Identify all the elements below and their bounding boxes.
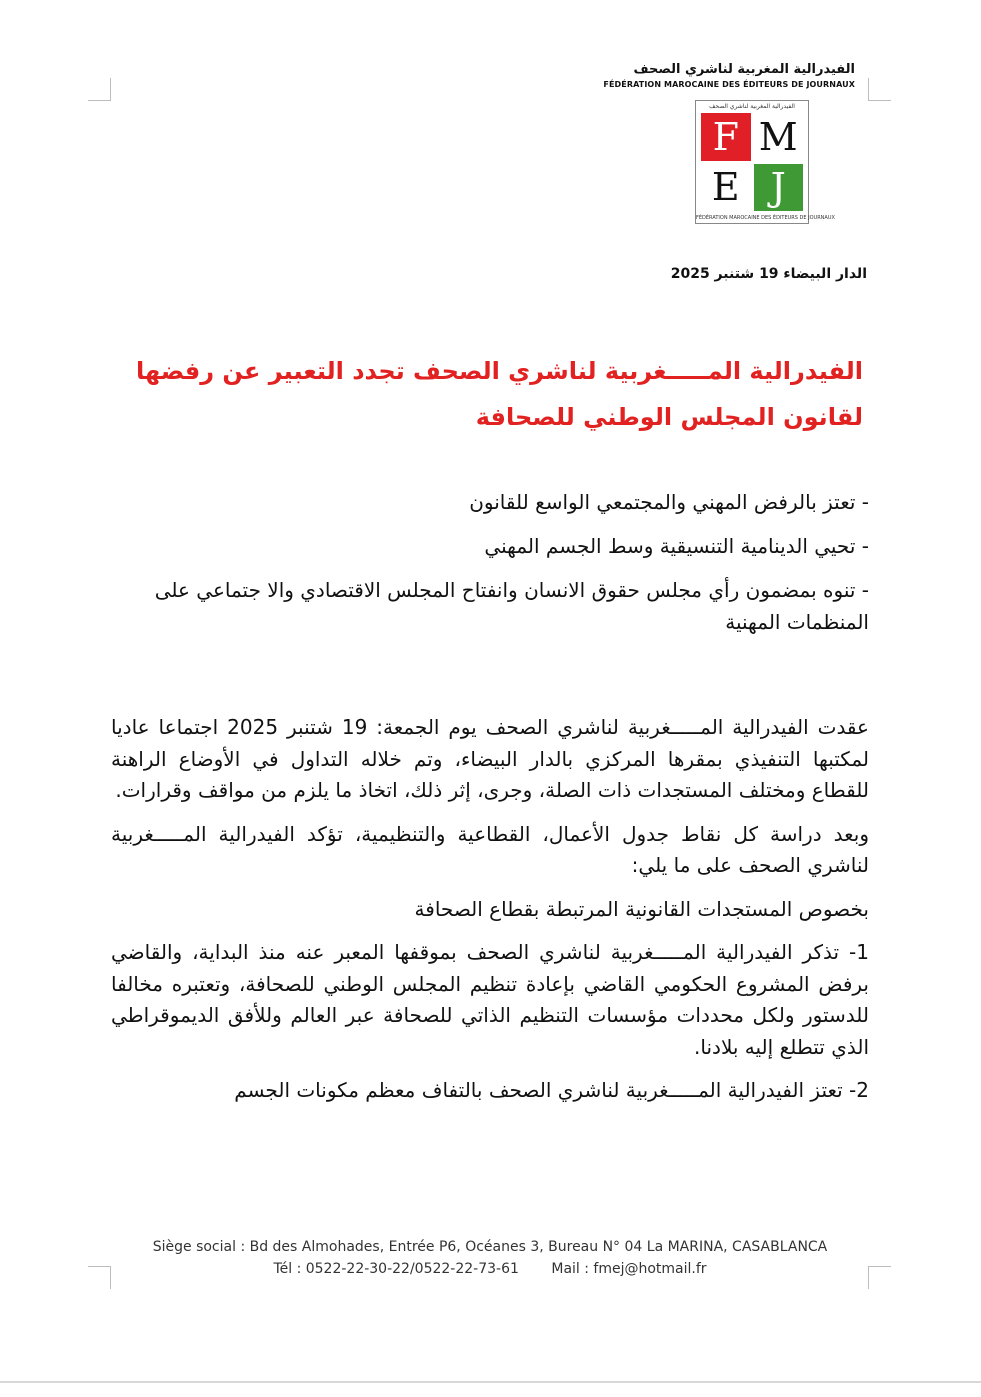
logo-letter-e: E	[701, 164, 751, 212]
body-paragraph: 1- تذكر الفيدرالية المـــــغربية لناشري الصحف بموقفها المعبر عنه منذ البداية، والقاضي برفض المشروع الحكومي القاضي بإعادة تنظيم المجلس الوطني للصحافة، وتعتبره مخالفا للدستور ولكل محددات مؤسسات التنظيم الذاتي للصحافة عبر العالم وللأفق الديموقراطي الذي تتطلع إليه بلادنا.	[111, 940, 869, 1059]
document-body	[111, 712, 869, 1119]
fmej-logo	[695, 100, 835, 224]
summary-bullet: - تحيي الدينامية التنسيقية وسط الجسم المهني	[484, 534, 869, 558]
document-date: الدار البيضاء 19 شتنبر 2025	[670, 266, 867, 282]
section-heading: بخصوص المستجدات القانونية المرتبطة بقطاع الصحافة	[414, 896, 869, 921]
footer-phone: Tél : 0522-22-30-22/0522-22-73-61	[273, 1261, 519, 1277]
header-org-name-fr: FÉDÉRATION MAROCAINE DES ÉDITEURS DE JOURNAUX	[603, 80, 855, 89]
footer-email: Mail : fmej@hotmail.fr	[551, 1261, 707, 1277]
logo-letter-f: F	[701, 113, 751, 161]
summary-bullet: - تعتز بالرفض المهني والمجتمعي الواسع للقانون	[469, 490, 869, 514]
footer-address: Siège social : Bd des Almohades, Entrée P6, Océanes 3, Bureau N° 04 La MARINA, CASABLANCA	[152, 1239, 828, 1255]
page-footer	[150, 1236, 830, 1280]
corner-mark-bottom-right	[868, 1266, 891, 1289]
logo-letter-j: J	[754, 164, 804, 212]
logo-letter-m: M	[754, 113, 804, 161]
document-title: الفيدرالية المـــــغربية لناشري الصحف تجدد التعبير عن رفضها لقانون المجلس الوطني للصحافة	[136, 357, 863, 431]
body-paragraph: 2- تعتز الفيدرالية المـــــغربية لناشري الصحف بالتفاف معظم مكونات الجسم	[234, 1078, 869, 1102]
corner-mark-top-right	[868, 78, 891, 101]
page-bottom-edge	[0, 1381, 981, 1383]
summary-bullets	[111, 486, 869, 650]
corner-mark-top-left	[88, 78, 111, 101]
summary-bullet: - تنوه بمضمون رأي مجلس حقوق الانسان وانفتاح المجلس الاقتصادي والا جتماعي على المنظمات المهنية	[154, 578, 869, 634]
body-paragraph: عقدت الفيدرالية المـــــغربية لناشري الصحف يوم الجمعة: 19 شتنبر 2025 اجتماعا عاديا لمكتبها التنفيذي بمقرها المركزي بالدار البيضاء، وتم خلاله التداول في الأوضاع الراهنة للقطاع ومختلف المستجدات ذات الصلة، وجرى، إثر ذلك، اتخاذ ما يلزم من مواقف وقرارات.	[111, 715, 869, 802]
corner-mark-bottom-left	[88, 1266, 111, 1289]
logo-letter-grid	[701, 113, 803, 211]
header-org-name-ar: الفيدرالية المغربية لناشري الصحف	[633, 62, 855, 77]
logo-bottom-text: FÉDÉRATION MAROCAINE DES ÉDITEURS DE JOURNAUX	[696, 215, 835, 221]
body-paragraph: وبعد دراسة كل نقاط جدول الأعمال، القطاعية والتنظيمية، تؤكد الفيدرالية المـــــغربية لناشري الصحف على ما يلي:	[111, 821, 869, 877]
footer-contact	[150, 1258, 830, 1280]
logo-top-text: الفيدرالية المغربية لناشري الصحف	[709, 103, 795, 110]
